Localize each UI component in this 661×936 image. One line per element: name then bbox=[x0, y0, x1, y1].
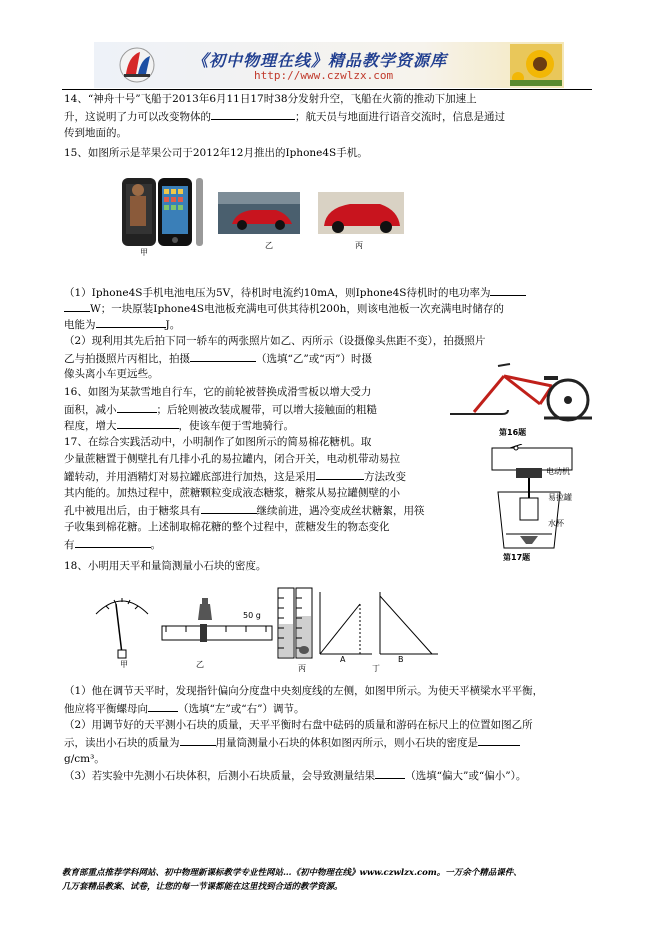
q17-blank-2[interactable] bbox=[201, 502, 257, 514]
q18-p2-text-a: 示，读出小石块的质量为 bbox=[64, 737, 180, 749]
q18-p1-line2 bbox=[64, 700, 304, 718]
q15-p2-line1: （2）现利用其先后拍下同一轿车的两张照片如乙、丙所示（设摄像头焦距不变），拍摄照片 bbox=[64, 335, 486, 347]
q15-intro: 15、如图所示是苹果公司于2012年12月推出的Iphone4S手机。 bbox=[64, 147, 368, 159]
q17-line3 bbox=[64, 468, 406, 486]
q16-text-b: ；后轮则被改装成履带，可以增大接触面的粗糙 bbox=[156, 404, 377, 416]
q16-blank-1[interactable] bbox=[117, 401, 157, 413]
q17-label-can: 易拉罐 bbox=[548, 493, 572, 502]
q15-p1-text-2: W；一块原装Iphone4S电池板充满电可供其待机200h，则该电池板一次充满电时储存的 bbox=[90, 303, 504, 315]
q18-intro: 18、小明用天平和量筒测量小石块的密度。 bbox=[64, 560, 267, 572]
q18-caption-jia: 甲 bbox=[120, 660, 128, 669]
logo-icon bbox=[118, 46, 156, 84]
q18-p1-text-a: 他应将平衡螺母向 bbox=[64, 703, 148, 715]
q14-text-a: 升，这说明了力可以改变物体的 bbox=[64, 111, 211, 123]
q15-p2-text-a: 乙与拍摄照片丙相比，拍摄 bbox=[64, 353, 190, 365]
q18-p1-text-b: （选填“左”或“右”）调节。 bbox=[178, 703, 305, 715]
q17-text-a: 罐转动，并用酒精灯对易拉罐底部进行加热，这是采用 bbox=[64, 471, 316, 483]
q14-line2 bbox=[64, 108, 505, 126]
q18-figure bbox=[92, 584, 442, 668]
q15-p1-text: （1）Iphone4S手机电池电压为5V，待机时电流约10mA，则Iphone4S待机时的电功率为 bbox=[64, 287, 491, 299]
q15-figure bbox=[118, 172, 458, 256]
q18-label-a: A bbox=[340, 655, 346, 664]
q17-label-water: 水杯 bbox=[548, 519, 564, 528]
q15-caption-c: 丙 bbox=[355, 241, 363, 250]
q18-blank-4[interactable] bbox=[375, 767, 405, 779]
q18-p3-line bbox=[64, 767, 526, 785]
q18-p2-line1: （2）用调节好的天平测小石块的质量，天平平衡时右盘中砝码的质量和游码在标尺上的位置如图乙所 bbox=[64, 719, 533, 731]
q15-p1-text-3: 电能为 bbox=[64, 319, 96, 331]
q15-blank-photo[interactable] bbox=[190, 350, 256, 362]
q17-line7 bbox=[64, 536, 161, 554]
q18-caption-ding: 丁 bbox=[372, 664, 380, 673]
page-footer bbox=[62, 866, 602, 894]
q17-caption: 第17题 bbox=[503, 553, 531, 562]
q17-label-motor: 电动机 bbox=[546, 467, 570, 476]
q15-caption-b: 乙 bbox=[265, 241, 273, 250]
q15-p2-line3: 像头离小车更远些。 bbox=[64, 368, 159, 380]
q17-line1: 17、在综合实践活动中，小明制作了如图所示的简易棉花糖机。取 bbox=[64, 436, 372, 448]
q17-line4: 其内能的。加热过程中，蔗糖颗粒变成液态糖浆，糖浆从易拉罐侧壁的小 bbox=[64, 487, 400, 499]
q17-line2: 少量蔗糖置于侧壁扎有几排小孔的易拉罐内，闭合开关，电动机带动易拉 bbox=[64, 453, 400, 465]
q18-label-b: B bbox=[398, 655, 404, 664]
q15-caption-a: 甲 bbox=[140, 248, 148, 257]
q15-blank-power-a[interactable] bbox=[490, 284, 526, 296]
q16-text-d: ，使该车便于雪地骑行。 bbox=[178, 420, 294, 432]
q17-text-b: 方法改变 bbox=[364, 471, 406, 483]
q18-p3-text-a: （3）若实验中先测小石块体积，后测小石块质量，会导致测量结果 bbox=[64, 770, 376, 782]
q17-text-c: 孔中被甩出后，由于糖浆具有 bbox=[64, 505, 201, 517]
q16-text-c: 程度，增大 bbox=[64, 420, 117, 432]
q17-text-f: 。 bbox=[150, 539, 161, 551]
q15-blank-energy[interactable] bbox=[96, 316, 166, 328]
q18-blank-2[interactable] bbox=[180, 734, 216, 746]
q14-blank-1[interactable] bbox=[211, 108, 295, 120]
q18-p1-line1: （1）他在调节天平时，发现指针偏向分度盘中央刻度线的左侧，如图甲所示。为使天平横梁水平平衡， bbox=[64, 685, 544, 697]
sunflower-icon bbox=[510, 44, 562, 86]
q14-text-b: ；航天员与地面进行语音交流时，信息是通过 bbox=[295, 111, 505, 123]
q18-caption-bing: 丙 bbox=[298, 664, 306, 673]
q16-blank-2[interactable] bbox=[117, 417, 179, 429]
q15-p1-line3 bbox=[64, 316, 180, 334]
q16-line1: 16、如图为某款雪地自行车，它的前轮被替换成滑雪板以增大受力 bbox=[64, 386, 372, 398]
q17-cotton-candy-figure bbox=[486, 444, 592, 552]
footer-line1: 教育部重点推荐学科网站、初中物理新课标教学专业性网站…《初中物理在线》www.czwlzx.com。一万余个精品课件、 bbox=[62, 868, 522, 878]
q17-text-d: 继续前进，遇冷变成丝状糖絮，用筷 bbox=[256, 505, 425, 517]
q18-p2-line3: g/cm³。 bbox=[64, 753, 105, 765]
q17-blank-3[interactable] bbox=[75, 536, 151, 548]
q18-caption-yi: 乙 bbox=[196, 660, 204, 669]
q18-blank-3[interactable] bbox=[478, 734, 520, 746]
q18-blank-1[interactable] bbox=[148, 700, 178, 712]
q15-p2-text-b: （选填“乙”或“丙”）时摄 bbox=[256, 353, 372, 365]
footer-line2: 几万套精品教案、试卷，让您的每一节课都能在这里找到合适的教学资源。 bbox=[62, 882, 343, 892]
header-banner bbox=[94, 42, 564, 88]
q18-p2-line2 bbox=[64, 734, 520, 752]
header-rule bbox=[62, 89, 592, 90]
q17-blank-1[interactable] bbox=[316, 468, 364, 480]
q18-weight-label: 50 g bbox=[243, 611, 261, 620]
q18-p3-text-b: （选填“偏大”或“偏小”）。 bbox=[405, 770, 527, 782]
q15-blank-power-b[interactable] bbox=[64, 300, 90, 312]
q15-p1-text-4: J。 bbox=[165, 319, 181, 331]
q16-snow-bike-figure bbox=[444, 352, 598, 426]
banner-title: 《初中物理在线》精品教学资源库 bbox=[192, 51, 448, 70]
q14-line3: 传到地面的。 bbox=[64, 127, 127, 139]
q18-p2-text-b: 用量筒测量小石块的体积如图丙所示，则小石块的密度是 bbox=[215, 737, 478, 749]
q14-line1: 14、“神舟十号”飞船于2013年6月11日17时38分发射升空，飞船在火箭的推动下加速上 bbox=[64, 93, 477, 105]
q17-text-e: 有 bbox=[64, 539, 75, 551]
q17-line6: 子收集到棉花糖。上述制取棉花糖的整个过程中，蔗糖发生的物态变化 bbox=[64, 521, 390, 533]
q17-line5 bbox=[64, 502, 425, 520]
q16-line3 bbox=[64, 417, 294, 435]
q16-text-a: 面积，减小 bbox=[64, 404, 117, 416]
banner-url: http://www.czwlzx.com bbox=[254, 69, 394, 82]
q16-caption: 第16题 bbox=[499, 428, 527, 437]
